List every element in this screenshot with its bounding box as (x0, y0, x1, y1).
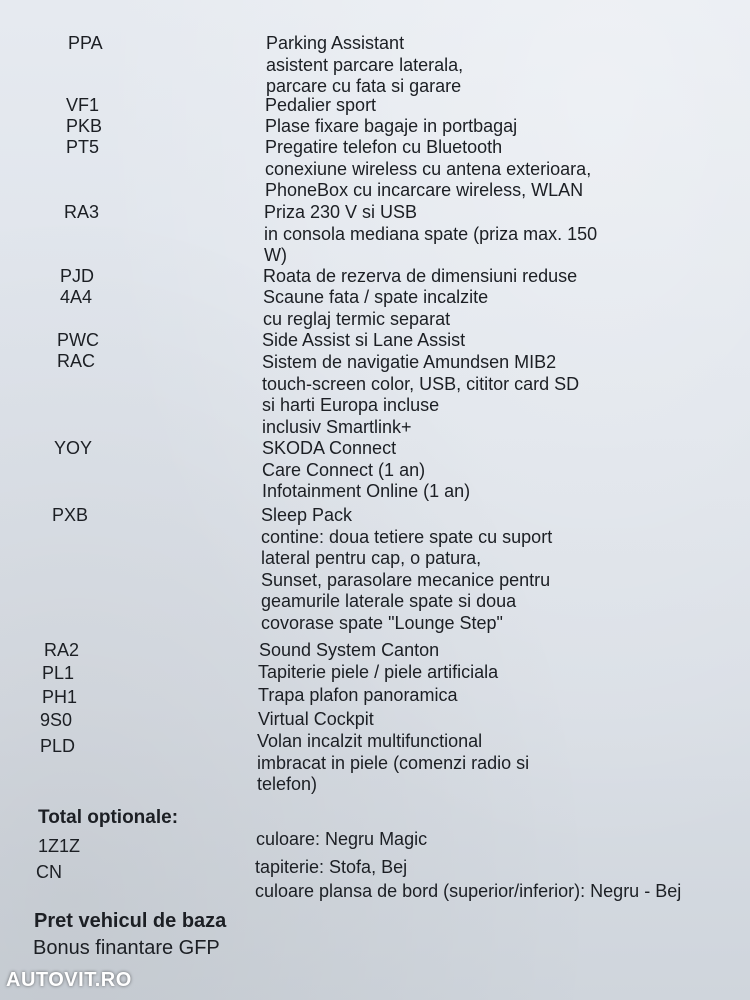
option-code: PWC (57, 330, 99, 350)
description-line: cu reglaj termic separat (263, 308, 451, 329)
option-code: PJD (60, 266, 95, 286)
option-description (262, 352, 579, 438)
description-line: Sistem de navigatie Amundsen MIB2 (262, 352, 557, 372)
option-description (258, 709, 374, 731)
autovit-watermark: AUTOVIT.RO (6, 969, 132, 991)
option-description (257, 731, 529, 796)
description-line: conexiune wireless cu antena exterioara, (265, 158, 592, 179)
color-description (255, 855, 681, 903)
description-line: contine: doua tetiere spate cu suport (261, 526, 553, 547)
description-line: si harti Europa incluse (262, 395, 440, 415)
description-line: inclusiv Smartlink+ (262, 416, 412, 437)
option-code: PPA (68, 33, 103, 53)
pret-vehicul-heading: Pret vehicul de baza (34, 910, 227, 932)
option-code: PH1 (42, 687, 78, 707)
option-code: RA2 (44, 640, 80, 660)
option-code: VF1 (66, 95, 100, 115)
description-line: Plase fixare bagaje in portbagaj (265, 116, 518, 136)
description-line: telefon) (257, 774, 318, 794)
option-code: PXB (52, 505, 89, 525)
description-line: imbracat in piele (comenzi radio si (257, 752, 530, 773)
description-line: asistent parcare laterala, (266, 54, 464, 75)
description-line: geamurile laterale spate si doua (261, 591, 517, 611)
option-description (259, 640, 439, 662)
description-line: Pedalier sport (265, 95, 377, 115)
option-description (264, 202, 597, 267)
option-description (262, 438, 470, 503)
description-line: Virtual Cockpit (258, 709, 374, 729)
description-line: Sleep Pack (261, 505, 353, 525)
description-line: Sound System Canton (259, 640, 440, 660)
option-description (265, 116, 517, 138)
color-description (256, 829, 427, 851)
option-code: PLD (40, 736, 76, 756)
description-line: Care Connect (1 an) (262, 459, 426, 480)
description-line: culoare plansa de bord (superior/inferior): Negru - Bej (255, 881, 682, 901)
color-code: CN (36, 862, 62, 882)
option-description (258, 685, 457, 707)
description-line: Pregatire telefon cu Bluetooth (265, 137, 503, 157)
description-line: Tapiterie piele / piele artificiala (258, 662, 499, 682)
option-code: YOY (54, 438, 93, 458)
description-line: covorase spate "Lounge Step" (261, 612, 503, 633)
description-line: parcare cu fata si garare (266, 76, 462, 96)
description-line: Volan incalzit multifunctional (257, 731, 483, 751)
option-description (263, 287, 488, 330)
option-description (265, 95, 376, 117)
option-description (261, 505, 552, 634)
description-line: W) (264, 245, 287, 265)
option-code: PT5 (66, 137, 100, 157)
description-line: Scaune fata / spate incalzite (263, 287, 489, 307)
option-code: PKB (66, 116, 103, 136)
description-line: Infotainment Online (1 an) (262, 481, 471, 501)
description-line: Parking Assistant (266, 33, 405, 53)
description-line: SKODA Connect (262, 438, 397, 458)
description-line: Priza 230 V si USB (264, 202, 418, 222)
total-optionale-heading: Total optionale: (38, 807, 179, 828)
description-line: Trapa plafon panoramica (258, 685, 458, 705)
option-code: 4A4 (60, 287, 93, 307)
description-line: Sunset, parasolare mecanice pentru (261, 569, 551, 590)
option-description (262, 330, 465, 352)
description-line: culoare: Negru Magic (256, 829, 428, 849)
description-line: Roata de rezerva de dimensiuni reduse (263, 266, 578, 286)
option-code: 9S0 (40, 710, 73, 730)
description-line: tapiterie: Stofa, Bej (255, 857, 408, 877)
description-line: Side Assist si Lane Assist (262, 330, 466, 350)
color-code: 1Z1Z (38, 836, 81, 856)
description-line: PhoneBox cu incarcare wireless, WLAN (265, 180, 584, 200)
option-code: RAC (57, 351, 96, 371)
option-description (265, 137, 591, 202)
option-code: PL1 (42, 663, 75, 683)
description-line: lateral pentru cap, o patura, (261, 548, 482, 568)
option-description (263, 266, 577, 288)
option-code: RA3 (64, 202, 100, 222)
description-line: in consola mediana spate (priza max. 150 (264, 223, 598, 244)
description-line: touch-screen color, USB, cititor card SD (262, 373, 580, 394)
option-description (266, 33, 463, 98)
option-description (258, 662, 498, 684)
bonus-line: Bonus finantare GFP (33, 937, 220, 959)
